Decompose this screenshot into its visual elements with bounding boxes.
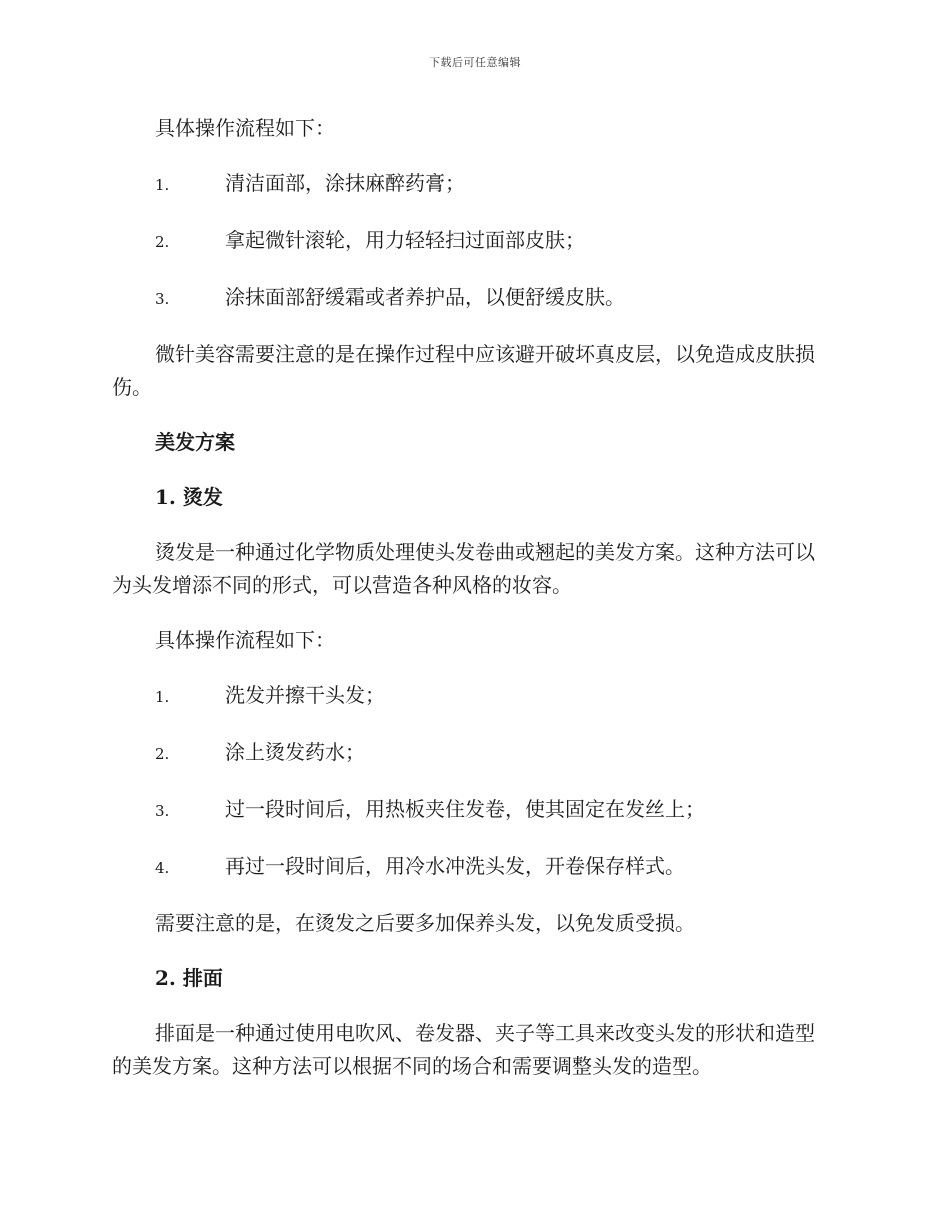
list-item [112, 281, 832, 316]
list-item [112, 793, 832, 828]
list-text: 涂上烫发药水； [225, 740, 365, 764]
section-heading-hair: 美发方案 [155, 430, 235, 454]
list-text: 涂抹面部舒缓霜或者养护品，以便舒缓皮肤。 [225, 285, 625, 309]
page-header: 下载后可任意编辑 [429, 56, 521, 69]
paragraph-procedure-intro-2: 具体操作流程如下： [155, 628, 335, 652]
document-body [112, 112, 832, 1105]
paragraph-procedure-intro-1: 具体操作流程如下： [155, 116, 335, 140]
list-number: 3. [155, 290, 170, 308]
list-item [112, 167, 832, 202]
list-item [112, 736, 832, 771]
list-item [112, 224, 832, 259]
subheading-styling: 2. 排面 [155, 966, 223, 990]
list-text: 再过一段时间后，用冷水冲洗头发，开卷保存样式。 [225, 854, 685, 878]
list-number: 2. [155, 233, 170, 251]
list-item [112, 850, 832, 885]
list-text: 清洁面部，涂抹麻醉药膏； [225, 171, 465, 195]
list-number: 4. [155, 859, 170, 877]
paragraph-perm-description: 烫发是一种通过化学物质处理使头发卷曲或翘起的美发方案。这种方法可以为头发增添不同的形式，可以营造各种风格的妆容。 [112, 540, 815, 597]
paragraph-microneedle-note: 微针美容需要注意的是在操作过程中应该避开破坏真皮层，以免造成皮肤损伤。 [112, 342, 815, 399]
subheading-perm: 1. 烫发 [155, 485, 223, 509]
list-text: 洗发并擦干头发； [225, 683, 385, 707]
list-text: 拿起微针滚轮，用力轻轻扫过面部皮肤； [225, 228, 585, 252]
list-number: 2. [155, 745, 170, 763]
list-number: 1. [155, 688, 170, 706]
list-item [112, 679, 832, 714]
list-text: 过一段时间后，用热板夹住发卷，使其固定在发丝上； [225, 797, 705, 821]
list-number: 3. [155, 802, 170, 820]
paragraph-styling-description: 排面是一种通过使用电吹风、卷发器、夹子等工具来改变头发的形状和造型的美发方案。这种方法可以根据不同的场合和需要调整头发的造型。 [112, 1021, 815, 1078]
list-number: 1. [155, 176, 170, 194]
paragraph-perm-note: 需要注意的是，在烫发之后要多加保养头发，以免发质受损。 [155, 911, 695, 935]
